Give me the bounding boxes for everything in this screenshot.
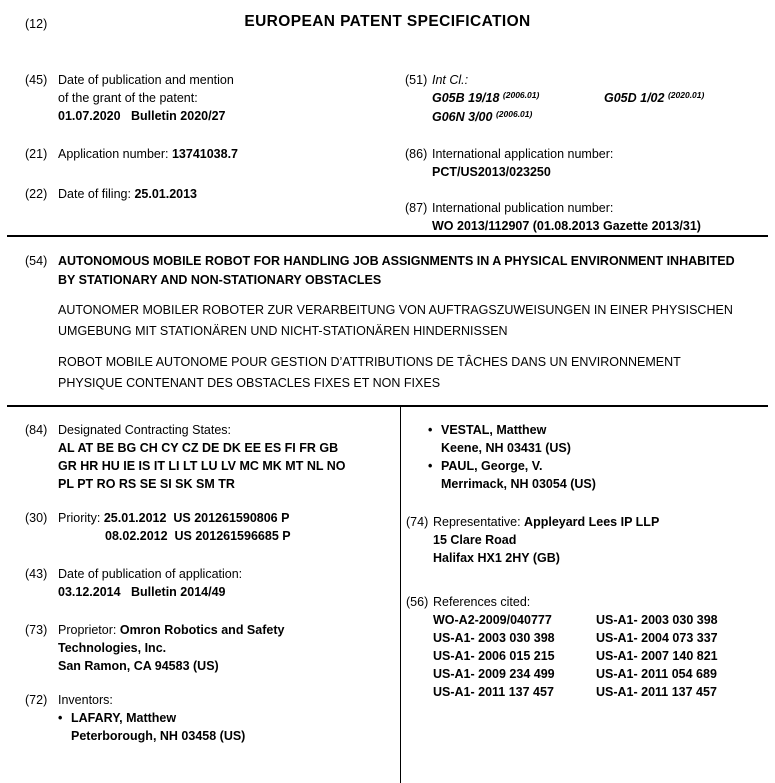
top-left-column — [0, 71, 400, 235]
contracting-states-line2: GR HR HU IE IS IT LI LT LU LV MC MK MT NL NO — [58, 459, 346, 473]
ipc-class-3: G06N 3/00 — [432, 110, 493, 124]
representative-address-line1: 15 Clare Road — [433, 533, 517, 547]
field-proprietor — [0, 621, 400, 675]
invention-title-en: AUTONOMOUS MOBILE ROBOT FOR HANDLING JOB ASSIGNMENTS IN A PHYSICAL ENVIRONMENT INHABITED BY STATIONARY AND NON-STATIONARY OBSTACLES — [58, 254, 735, 287]
ipc-class-1: G05B 19/18 — [432, 91, 500, 105]
references-list — [433, 611, 763, 701]
document-title: EUROPEAN PATENT SPECIFICATION — [244, 13, 531, 30]
reference-citation: US-A1- 2011 054 689 — [596, 667, 717, 681]
inid-code-43: (43) — [25, 567, 48, 581]
inventor-1-name: LAFARY, Matthew — [71, 711, 177, 725]
representative-address-line2: Halifax HX1 2HY (GB) — [433, 551, 560, 565]
proprietor-address: San Ramon, CA 94583 (US) — [58, 659, 219, 673]
invention-title-de: AUTONOMER MOBILER ROBOTER ZUR VERARBEITUNG VON AUFTRAGSZUWEISUNGEN IN EINER PHYSISCHEN UMGEBUNG MIT STATIONÄREN UND NICHT-STATIONÄREN HINDERNISSEN — [58, 303, 733, 338]
inid-code-73: (73) — [25, 623, 48, 637]
field-inventors — [0, 691, 400, 745]
intl-publication-number-value: WO 2013/112907 (01.08.2013 Gazette 2013/31) — [432, 219, 701, 233]
bibliographic-top-section — [0, 57, 775, 235]
filing-date-label: Date of filing: — [58, 187, 131, 201]
field-references-cited — [401, 593, 763, 701]
inventors-continued — [401, 421, 763, 493]
field-priority — [0, 509, 400, 545]
reference-citation: US-A1- 2007 140 821 — [596, 649, 718, 663]
field-grant-date — [0, 71, 400, 125]
field-publication-of-application — [0, 565, 400, 601]
filing-date-value: 25.01.2013 — [134, 187, 198, 201]
inid-code-12: (12) — [25, 17, 48, 31]
inid-code-22: (22) — [25, 187, 48, 201]
intl-publication-number-label: International publication number: — [432, 201, 614, 215]
proprietor-label: Proprietor: — [58, 623, 117, 637]
inventors-label: Inventors: — [58, 693, 113, 707]
inid-code-56: (56) — [406, 595, 429, 609]
contracting-states-label: Designated Contracting States: — [58, 423, 232, 437]
inventor-item — [58, 709, 400, 745]
field-application-number — [0, 145, 400, 163]
ipc-class-2: G05D 1/02 — [604, 91, 665, 105]
inventor-2-name: VESTAL, Matthew — [441, 423, 547, 437]
bibliographic-bottom-section — [0, 407, 775, 783]
bullet-icon: • — [58, 711, 63, 725]
reference-citation: US-A1- 2004 073 337 — [596, 631, 718, 645]
title-section — [0, 237, 775, 405]
inventor-2-address: Keene, NH 03431 (US) — [441, 441, 571, 455]
application-number-value: 13741038.7 — [171, 147, 239, 161]
reference-citation: US-A1- 2011 137 457 — [596, 685, 717, 699]
top-right-column — [400, 71, 775, 235]
inid-code-54: (54) — [25, 254, 48, 268]
inventor-item — [428, 457, 763, 493]
grant-date-value: 01.07.2020 Bulletin 2020/27 — [58, 109, 226, 123]
ipc-row-2 — [432, 108, 759, 127]
grant-date-label-line1: Date of publication and mention — [58, 73, 234, 87]
inid-code-74: (74) — [406, 515, 429, 529]
reference-citation: US-A1- 2003 030 398 — [433, 631, 555, 645]
ipc-class-3-version: (2006.01) — [495, 109, 533, 119]
ipc-row-1 — [432, 89, 759, 108]
document-header — [0, 0, 775, 57]
bottom-right-column — [400, 407, 775, 783]
reference-citation: US-A1- 2003 030 398 — [596, 613, 718, 627]
inid-code-84: (84) — [25, 423, 48, 437]
bullet-icon: • — [428, 423, 433, 437]
field-intl-application-number — [400, 145, 759, 181]
publication-of-application-value: 03.12.2014 Bulletin 2014/49 — [58, 585, 226, 599]
int-cl-label: Int Cl.: — [432, 73, 469, 87]
publication-of-application-label: Date of publication of application: — [58, 567, 243, 581]
representative-name: Appleyard Lees IP LLP — [524, 515, 660, 529]
field-representative — [401, 513, 763, 567]
reference-citation: US-A1- 2006 015 215 — [433, 649, 555, 663]
intl-application-number-value: PCT/US2013/023250 — [432, 165, 551, 179]
inventor-3-address: Merrimack, NH 03054 (US) — [441, 477, 596, 491]
field-intl-publication-number — [400, 199, 759, 235]
inid-code-45: (45) — [25, 73, 48, 87]
field-invention-title — [0, 252, 747, 394]
grant-date-label-line2: of the grant of the patent: — [58, 91, 198, 105]
priority-value-2: 08.02.2012 US 201261596685 P — [105, 529, 291, 543]
inid-code-21: (21) — [25, 147, 48, 161]
reference-citation: WO-A2-2009/040777 — [433, 613, 552, 627]
field-filing-date — [0, 185, 400, 203]
inventor-item — [428, 421, 763, 457]
ipc-class-1-version: (2006.01) — [502, 90, 540, 100]
inid-code-51: (51) — [405, 73, 428, 87]
inid-code-30: (30) — [25, 511, 48, 525]
inid-code-86: (86) — [405, 147, 428, 161]
contracting-states-line3: PL PT RO RS SE SI SK SM TR — [58, 477, 235, 491]
proprietor-name-line1: Omron Robotics and Safety — [119, 623, 285, 637]
representative-label: Representative: — [433, 515, 521, 529]
priority-label: Priority: — [58, 511, 101, 525]
inventor-1-address: Peterborough, NH 03458 (US) — [71, 729, 246, 743]
invention-title-fr: ROBOT MOBILE AUTONOME POUR GESTION D’ATTRIBUTIONS DE TÂCHES DANS UN ENVIRONNEMENT PHYSIQUE CONTENANT DES OBSTACLES FIXES ET NON FIXES — [58, 355, 681, 390]
contracting-states-line1: AL AT BE BG CH CY CZ DE DK EE ES FI FR GB — [58, 441, 339, 455]
proprietor-name-line2: Technologies, Inc. — [58, 641, 167, 655]
bottom-left-column — [0, 407, 400, 783]
field-contracting-states — [0, 421, 400, 493]
priority-value-1: 25.01.2012 US 201261590806 P — [103, 511, 290, 525]
inid-code-72: (72) — [25, 693, 48, 707]
bullet-icon: • — [428, 459, 433, 473]
reference-citation: US-A1- 2011 137 457 — [433, 685, 554, 699]
references-cited-label: References cited: — [433, 595, 531, 609]
ipc-class-2-version: (2020.01) — [667, 90, 705, 100]
reference-citation: US-A1- 2009 234 499 — [433, 667, 555, 681]
field-int-cl — [400, 71, 759, 127]
inventor-3-name: PAUL, George, V. — [441, 459, 543, 473]
intl-application-number-label: International application number: — [432, 147, 614, 161]
inid-code-87: (87) — [405, 201, 428, 215]
application-number-label: Application number: — [58, 147, 169, 161]
